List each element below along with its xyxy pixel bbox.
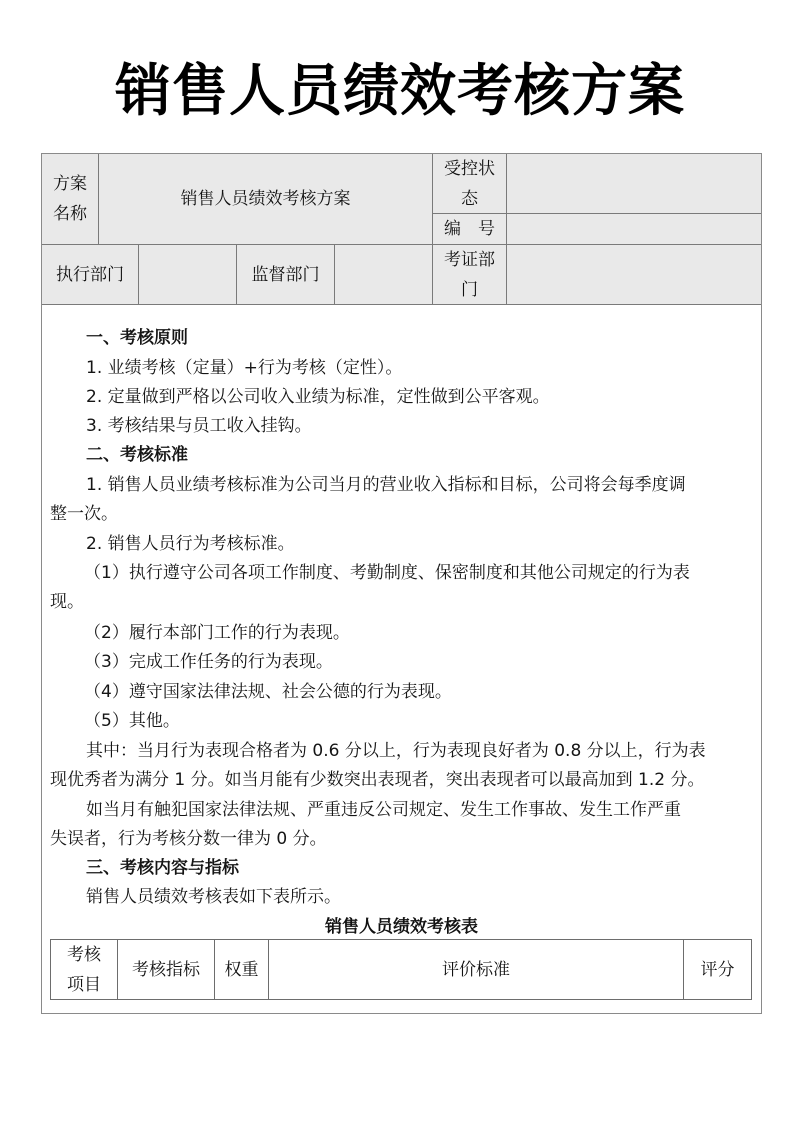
kpi-header-weight: 权重	[215, 940, 269, 999]
note-1: 其中：当月行为表现合格者为 0.6 分以上，行为表现良好者为 0.8 分以上，行为表	[86, 741, 706, 761]
kpi-header-indicator: 考核指标	[118, 940, 215, 999]
section-2-item-1: 1. 销售人员业绩考核标准为公司当月的营业收入指标和目标，公司将会每季度调	[86, 475, 686, 495]
document-frame	[41, 153, 762, 1014]
number-value[interactable]	[507, 214, 761, 245]
verify-dept-label: 考证部门	[433, 245, 507, 305]
sub-item-1: （1）执行遵守公司各项工作制度、考勤制度、保密制度和其他公司规定的行为表	[84, 563, 690, 583]
section-1-item: 2. 定量做到严格以公司收入业绩为标准，定性做到公平客观。	[86, 387, 550, 407]
kpi-header-criteria: 评价标准	[269, 940, 684, 999]
section-2-heading: 二、考核标准	[86, 445, 188, 465]
section-2-item-2: 2. 销售人员行为考核标准。	[86, 534, 295, 554]
plan-name-label: 方案名称	[42, 154, 99, 245]
sub-item-4: （4）遵守国家法律法规、社会公德的行为表现。	[84, 682, 452, 702]
verify-dept-value[interactable]	[507, 245, 761, 305]
plan-name-value: 销售人员绩效考核方案	[99, 154, 433, 245]
number-label: 编 号	[433, 214, 507, 245]
controlled-status-label: 受控状态	[433, 154, 507, 214]
exec-dept-label: 执行部门	[42, 245, 139, 305]
sub-item-1-cont: 现。	[50, 592, 84, 612]
note-2: 如当月有触犯国家法律法规、严重违反公司规定、发生工作事故、发生工作严重	[86, 800, 681, 820]
document-title: 销售人员绩效考核方案	[115, 59, 685, 124]
kpi-table	[50, 939, 752, 1000]
supervise-dept-value[interactable]	[335, 245, 433, 305]
section-2-item-1-cont: 整一次。	[50, 504, 118, 524]
sub-item-3: （3）完成工作任务的行为表现。	[84, 652, 333, 672]
note-2-cont: 失误者，行为考核分数一律为 0 分。	[50, 829, 327, 849]
kpi-header-item: 考核项目	[51, 940, 118, 999]
note-1-cont: 现优秀者为满分 1 分。如当月能有少数突出表现者，突出表现者可以最高加到 1.2 分。	[50, 770, 705, 790]
sub-item-2: （2）履行本部门工作的行为表现。	[84, 623, 350, 643]
supervise-dept-label: 监督部门	[237, 245, 335, 305]
sub-item-5: （5）其他。	[84, 711, 180, 731]
exec-dept-value[interactable]	[139, 245, 237, 305]
section-1-heading: 一、考核原则	[86, 328, 188, 348]
section-3-heading: 三、考核内容与指标	[86, 858, 239, 878]
section-1-item: 1. 业绩考核（定量）+行为考核（定性）。	[86, 358, 403, 378]
section-1-item: 3. 考核结果与员工收入挂钩。	[86, 416, 312, 436]
kpi-table-title: 销售人员绩效考核表	[325, 917, 478, 937]
kpi-header-score: 评分	[700, 959, 735, 980]
controlled-status-value[interactable]	[507, 154, 761, 214]
section-3-intro: 销售人员绩效考核表如下表所示。	[86, 887, 341, 907]
